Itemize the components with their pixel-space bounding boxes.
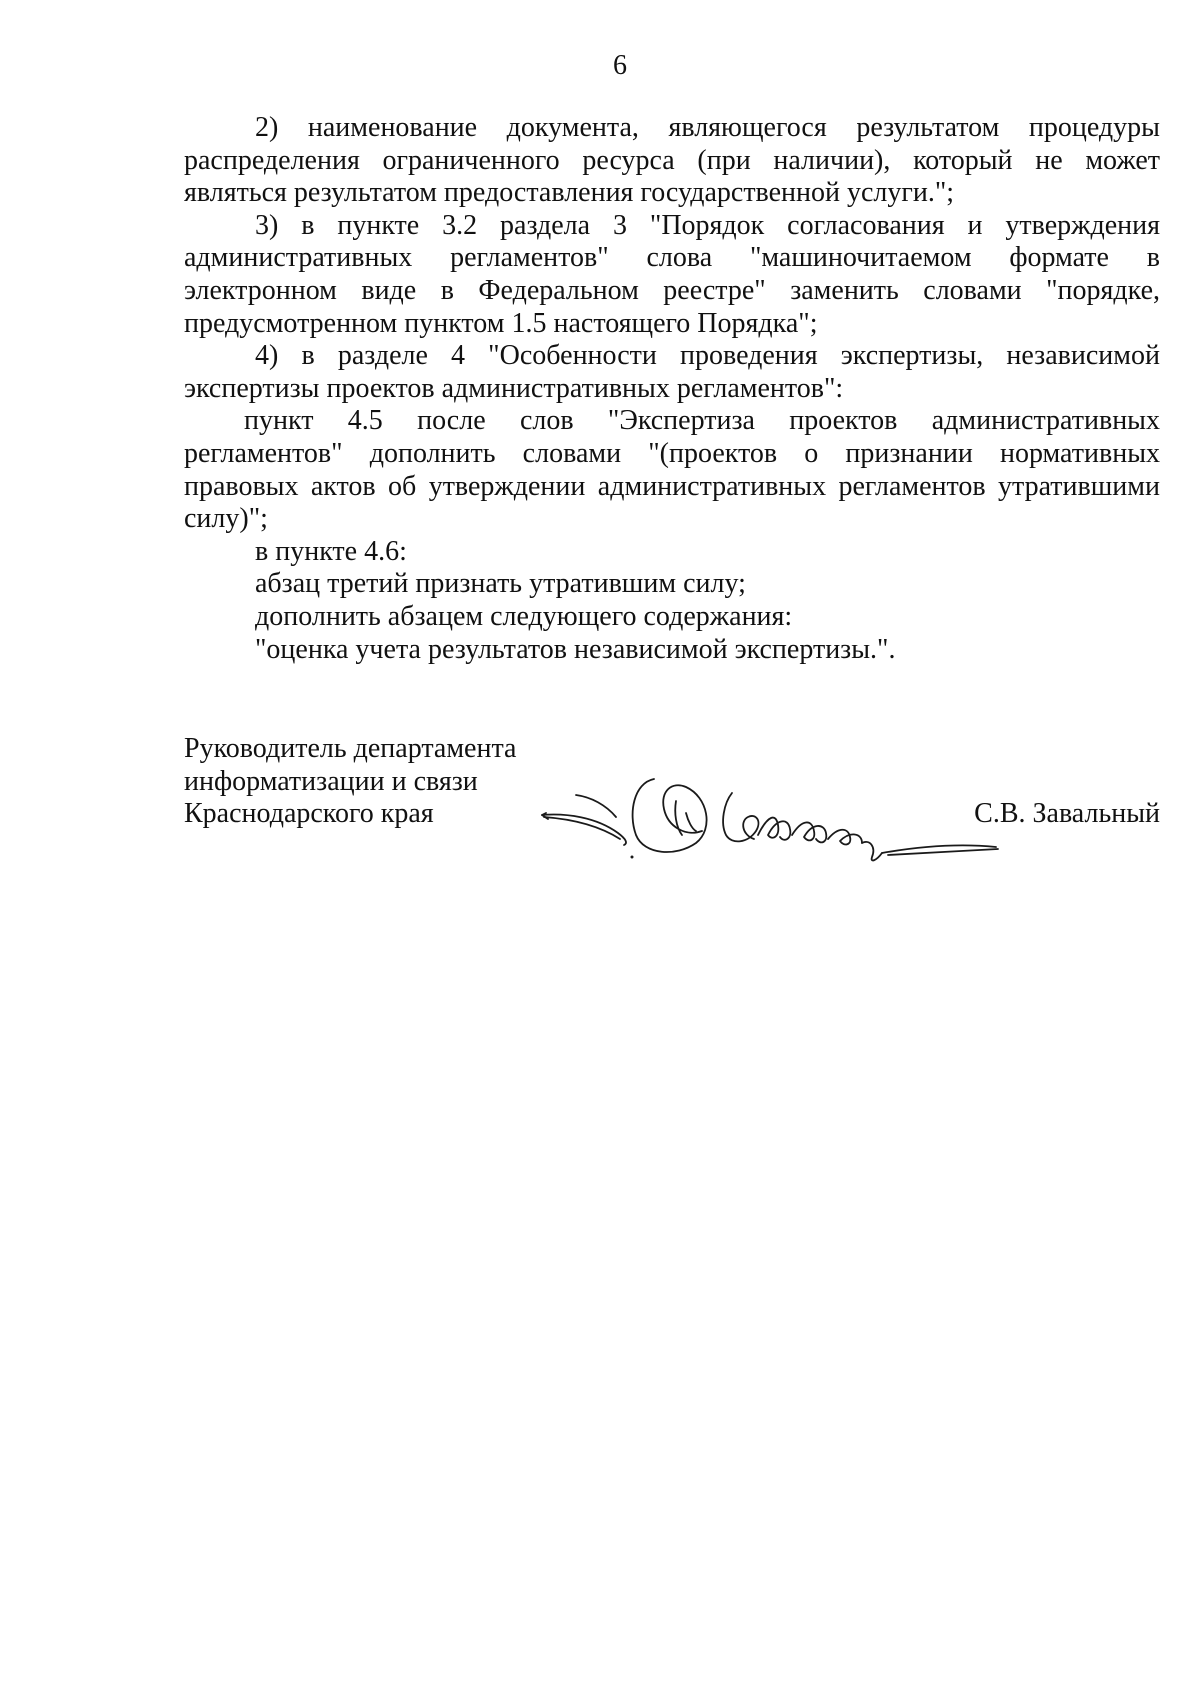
signer-position-line: Краснодарского края xyxy=(184,798,434,830)
signer-position-line: Руководитель департамента xyxy=(184,733,517,764)
page-number: 6 xyxy=(613,50,627,81)
signer-name: С.В. Завальный xyxy=(974,798,1160,829)
signer-position xyxy=(184,733,516,831)
paragraph-item-2: 2) наименование документа, являющегося результатом процедуры распределения ограниченного ресурса (при наличии), который не может являться результатом предоставления государственной услуги."; xyxy=(184,112,1160,209)
signature-block xyxy=(184,733,1160,883)
signer-position-line: информатизации и связи xyxy=(184,765,478,797)
paragraph-point-4-6-abzac-3: абзац третий признать утратившим силу; xyxy=(255,568,746,600)
paragraph-item-4: 4) в разделе 4 "Особенности проведения экспертизы, независимой экспертизы проектов административных регламентов": xyxy=(184,340,1160,404)
handwritten-signature xyxy=(536,773,1006,883)
paragraph-point-4-6-new-text: "оценка учета результатов независимой экспертизы.". xyxy=(255,633,896,665)
paragraph-point-4-6-intro: в пункте 4.6: xyxy=(255,535,407,567)
document-body xyxy=(184,112,1160,666)
paragraph-point-4-5: пункт 4.5 после слов "Экспертиза проектов административных регламентов" дополнить словами "(проектов о признании нормативных правовых актов об утверждении административных регламентов утратившими силу)"; xyxy=(184,405,1160,535)
paragraph-item-3: 3) в пункте 3.2 раздела 3 "Порядок согласования и утверждения административных регламентов" слова "машиночитаемом формате в электронном виде в Федеральном реестре" заменить словами "порядке, предусмотренном пунктом 1.5 настоящего Порядка"; xyxy=(184,209,1160,339)
paragraph-point-4-6-add: дополнить абзацем следующего содержания: xyxy=(255,600,793,632)
